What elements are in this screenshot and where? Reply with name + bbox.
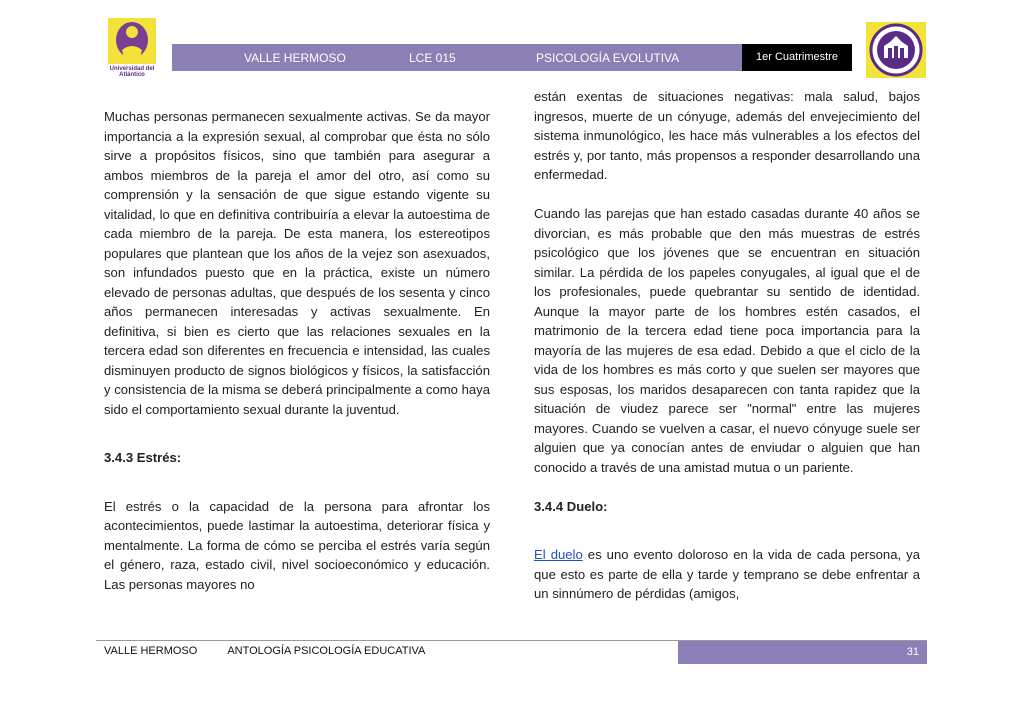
- paragraph: están exentas de situaciones negativas: mala salud, bajos ingresos, muerte de un cónyuge, además del envejecimiento del sistema inmunológico, les hace más vulnerables a los efectos del estrés y, por tanto, más propensos a responder desarrollando una enfermedad.: [534, 89, 920, 182]
- paragraph: [534, 545, 920, 604]
- header-subject: PSICOLOGÍA EVOLUTIVA: [536, 51, 680, 65]
- program-seal-logo: [866, 22, 926, 78]
- page-number: 31: [906, 646, 919, 658]
- footer-info: [104, 645, 425, 657]
- paragraph-text: es uno evento doloroso en la vida de cada persona, ya que esto es parte de ella y tarde y temprano se debe enfrentar a un sinnúmero de pérdidas (amigos,: [534, 547, 920, 601]
- section-heading-grief: 3.4.4 Duelo:: [534, 498, 608, 514]
- left-column: [104, 107, 490, 594]
- footer-campus: VALLE HERMOSO: [104, 645, 198, 657]
- paragraph: El estrés o la capacidad de la persona para afrontar los acontecimientos, puede lastimar la autoestima, deteriorar física y mentalmente. La forma de cómo se perciba el estrés varía según el género, raza, estado civil, nivel socioeconómico y educación. Las personas mayores no: [104, 498, 490, 592]
- grief-link[interactable]: El duelo: [534, 547, 583, 562]
- header-code: LCE 015: [409, 51, 456, 65]
- paragraph: Muchas personas permanecen sexualmente activas. Se da mayor importancia a la expresión sexual, al comprobar que ésta no sólo sirve a propósitos físicos, sino que también para asegurar a ambos miembros de la pareja el amor del otro, así como su comprensión y la sensación de que sigue estando vigente su vitalidad, lo que en definitiva contribuiría a elevar la autoestima de cada miembro de la pareja. De esta manera, los estereotipos populares que plantean que los años de la vejez son asexuados, son infundados puesto que en la práctica, existe un número elevado de personas adultas, que después de los sesenta y cinco años permanecen interesadas y activas sexualmente. En definitiva, si bien es cierto que las relaciones sexuales en la tercera edad son diferentes en frecuencia e intensidad, las cuales disminuyen producto de signos biológicos y físicos, la satisfacción y consistencia de la misma se deberá principalmente a como haya sido el comportamiento sexual durante la juventud.: [104, 109, 490, 417]
- footer-title: ANTOLOGÍA PSICOLOGÍA EDUCATIVA: [227, 645, 426, 657]
- section-heading-stress: 3.4.3 Estrés:: [104, 450, 182, 465]
- header-bar: [172, 44, 742, 71]
- header-campus: VALLE HERMOSO: [244, 51, 346, 65]
- paragraph: Cuando las parejas que han estado casadas durante 40 años se divorcian, es más probable que den más muestras de estrés psicológico que los jóvenes que se encuentran en situación similar. La pérdida de los papeles conyugales, al igual que el de los profesionales, puede quebrantar su sentido de identidad. Aunque la mayor parte de los hombres estén casados, el matrimonio de la tercera edad tiene poca importancia para la mayoría de las mujeres de esa edad. Debido a que el ciclo de la vida de los hombres es más corto y que suelen ser mayores que sus esposas, los maridos desaparecen con tanta rapidez que la situación de viudez parece ser "normal" entre las mujeres mayores. Cuando se vuelven a casar, el nuevo cónyuge suele ser alguien que ya conocían antes de enviudar o alguien que han conocido a través de una amistad mutua o un pariente.: [534, 206, 920, 475]
- university-logo-text: Universidad del Atlántico: [109, 66, 155, 78]
- right-column: [534, 87, 920, 604]
- header-term: 1er Cuatrimestre: [742, 44, 852, 71]
- footer-bar: [678, 641, 927, 664]
